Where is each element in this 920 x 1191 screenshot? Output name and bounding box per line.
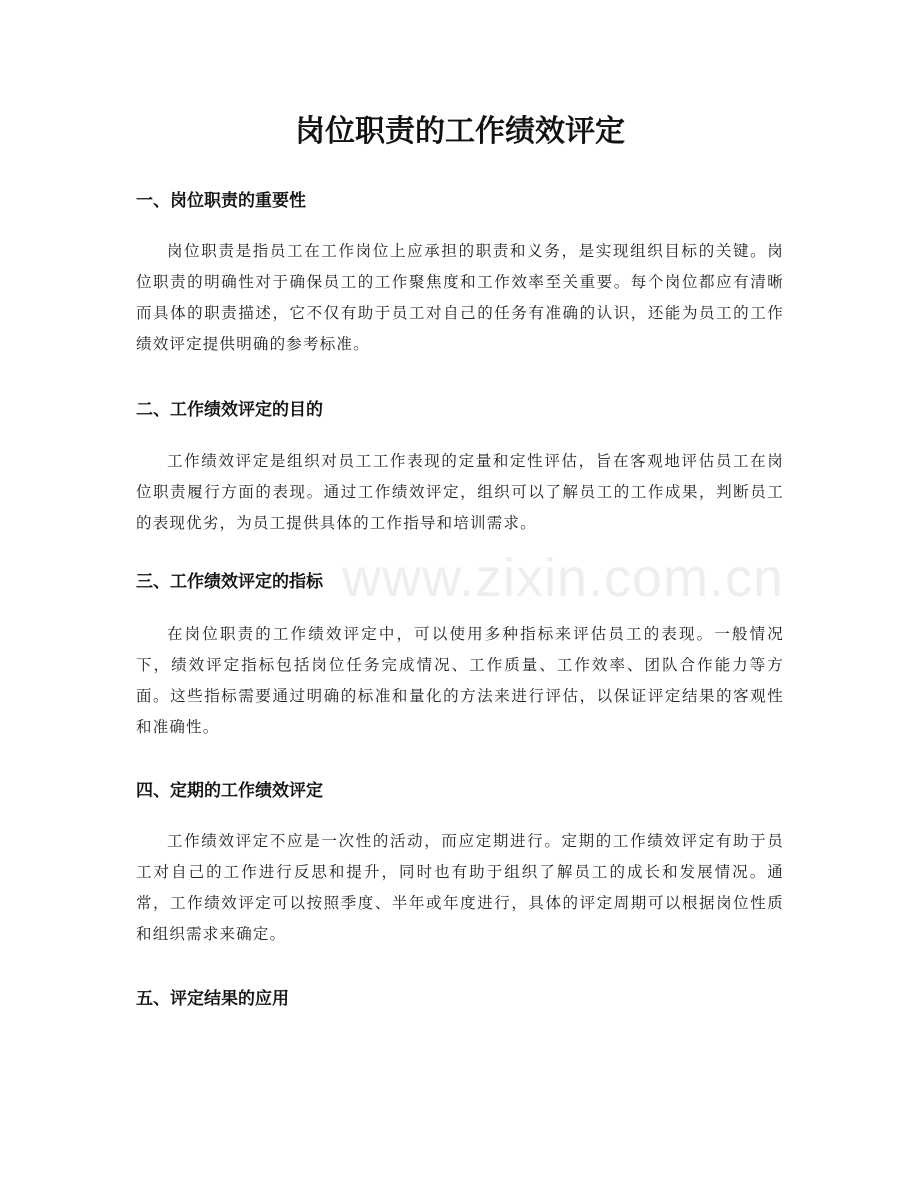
section-heading-5: 五、评定结果的应用: [136, 989, 289, 1009]
watermark: www.zixin.com.cn: [342, 548, 785, 608]
document-title: 岗位职责的工作绩效评定: [295, 114, 625, 149]
section-paragraph-4: 工作绩效评定不应是一次性的活动，而应定期进行。定期的工作绩效评定有助于员工对自己的工作进行反思和提升，同时也有助于组织了解员工的成长和发展情况。通常，工作绩效评定可以按照季度、半年或年度进行，具体的评定周期可以根据岗位性质和组织需求来确定。: [136, 832, 784, 943]
section-paragraph-2: 工作绩效评定是组织对员工工作表现的定量和定性评估，旨在客观地评估员工在岗位职责履行方面的表现。通过工作绩效评定，组织可以了解员工的工作成果，判断员工的表现优劣，为员工提供具体的工作指导和培训需求。: [136, 452, 784, 532]
section-heading-4: 四、定期的工作绩效评定: [136, 781, 323, 801]
section-heading-2: 二、工作绩效评定的目的: [136, 400, 323, 420]
section-heading-3: 三、工作绩效评定的指标: [136, 572, 323, 592]
section-heading-1: 一、岗位职责的重要性: [136, 191, 306, 211]
section-paragraph-3: 在岗位职责的工作绩效评定中，可以使用多种指标来评估员工的表现。一般情况下，绩效评定指标包括岗位任务完成情况、工作质量、工作效率、团队合作能力等方面。这些指标需要通过明确的标准和量化的方法来进行评估，以保证评定结果的客观性和准确性。: [136, 625, 784, 736]
section-paragraph-1: 岗位职责是指员工在工作岗位上应承担的职责和义务，是实现组织目标的关键。岗位职责的明确性对于确保员工的工作聚焦度和工作效率至关重要。每个岗位都应有清晰而具体的职责描述，它不仅有助于员工对自己的任务有准确的认识，还能为员工的工作绩效评定提供明确的参考标准。: [136, 242, 784, 353]
